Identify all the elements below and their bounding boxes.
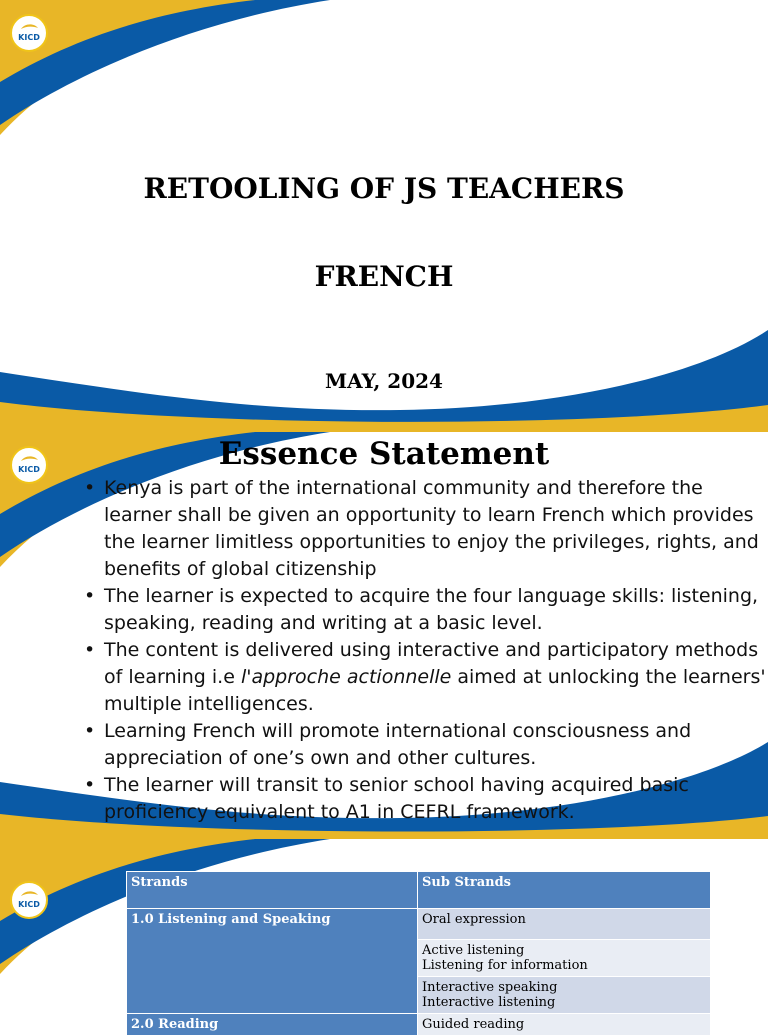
- sub-strand-cell: [418, 977, 711, 1014]
- logo-text: KICD: [18, 465, 40, 474]
- sub-strand-line: Interactive listening: [422, 995, 556, 1010]
- subject-title: FRENCH: [314, 260, 454, 293]
- sub-strand-line: Listening for information: [422, 958, 588, 973]
- strands-slide: [0, 839, 768, 1032]
- logo-text: KICD: [18, 900, 40, 909]
- bullet-item: [78, 637, 768, 718]
- bullet-text: aimed at unlocking the learners' multiple intelligences.: [104, 666, 766, 715]
- bullet-text: The content is delivered using interactive and participatory methods of learning i.e: [104, 639, 759, 688]
- sub-strand-line: Interactive speaking: [422, 980, 558, 995]
- bullet-item: • The learner is expected to acquire the four language skills: listening, speaking, reading and writing at a basic level.: [78, 583, 768, 637]
- sub-strand-cell: Guided reading: [418, 1014, 711, 1036]
- logo-text: KICD: [18, 33, 40, 42]
- date-label: MAY, 2024: [325, 369, 443, 393]
- table-row: [127, 1014, 711, 1036]
- kicd-logo: [10, 14, 48, 52]
- column-header-sub-strands: Sub Strands: [418, 872, 711, 909]
- sub-strand-line: Active listening: [422, 943, 525, 958]
- kicd-logo: [10, 881, 48, 919]
- bullet-italic-term: l'approche actionnelle: [240, 666, 452, 688]
- presentation-title: RETOOLING OF JS TEACHERS: [143, 172, 625, 205]
- table-header-row: [127, 872, 711, 909]
- bullet-item: • Learning French will promote international consciousness and appreciation of one’s own and other cultures.: [78, 718, 768, 772]
- slide-background-swoosh: [0, 0, 768, 432]
- title-slide: [0, 0, 768, 432]
- column-header-strands: Strands: [127, 872, 418, 909]
- strand-cell: 1.0 Listening and Speaking: [127, 909, 418, 1014]
- bullet-item: • Kenya is part of the international community and therefore the learner shall be given an opportunity to learn French which provides the learner limitless opportunities to enjoy the privileges, rights, and benefits of global citizenship: [78, 475, 768, 583]
- strand-cell: 2.0 Reading: [127, 1014, 418, 1036]
- essence-bullet-list: [78, 475, 768, 826]
- bullet-item: • The learner will transit to senior school having acquired basic proficiency equivalent to A1 in CEFRL framework.: [78, 772, 768, 826]
- table-row: [127, 909, 711, 940]
- essence-statement-slide: [0, 432, 768, 839]
- sub-strand-cell: [418, 940, 711, 977]
- slide-title: Essence Statement: [218, 436, 550, 472]
- strands-table: [126, 871, 711, 1036]
- sub-strand-cell: Oral expression: [418, 909, 711, 940]
